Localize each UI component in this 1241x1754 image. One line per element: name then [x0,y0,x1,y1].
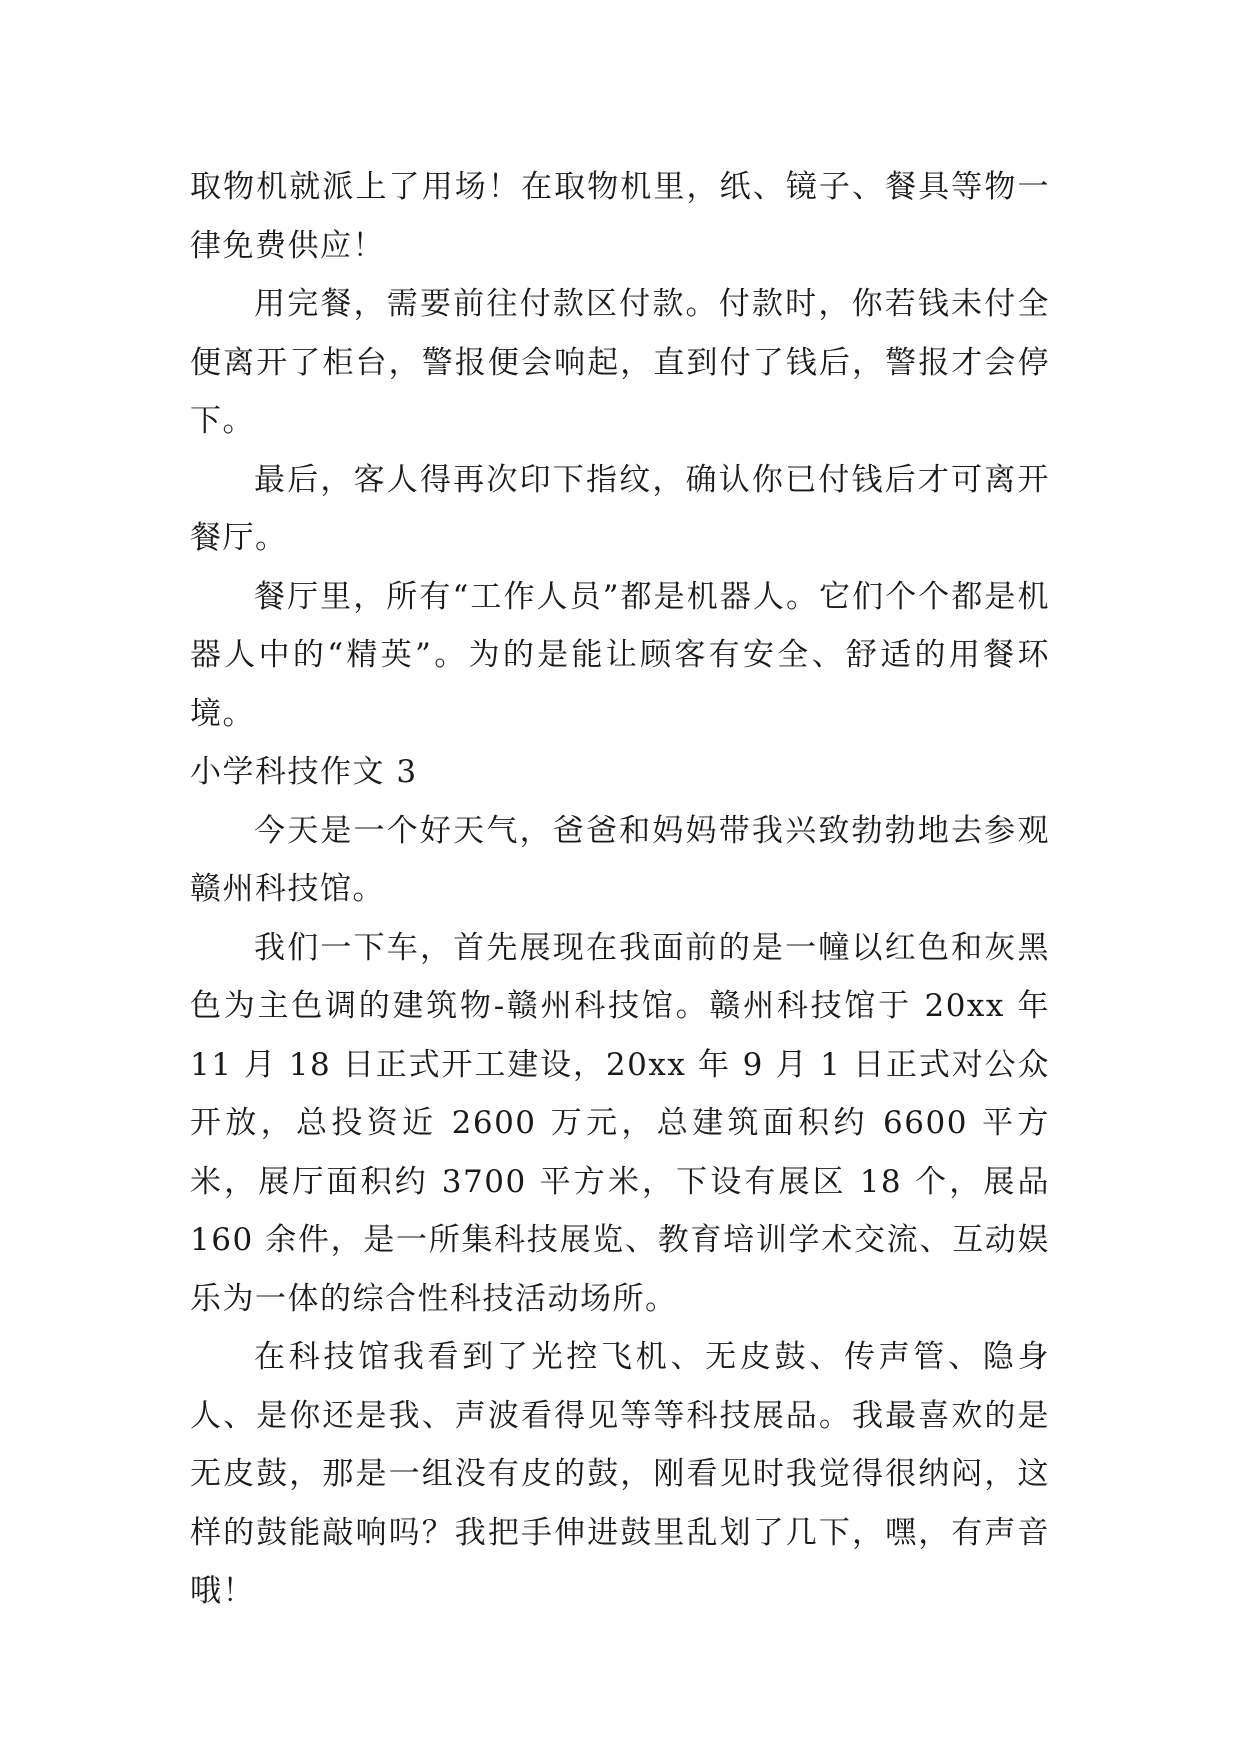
paragraph-continued: 取物机就派上了用场！在取物机里，纸、镜子、餐具等物一律免费供应！ [190,169,1050,264]
paragraph-museum-info: 我们一下车，首先展现在我面前的是一幢以红色和灰黑色为主色调的建筑物-赣州科技馆。赣州科技馆于 20xx 年 11 月 18 日正式开工建设，20xx 年 9 月 1 日正式对公众开放，总投资近 2600 万元，总建筑面积约 6600 平方米，展厅面积约 3700 平方米，下设有展区 18 个，展品 160 余件，是一所集科技展览、教育培训学术交流、互动娱乐为一体的综合性科技活动场所。 [190,929,1050,1317]
paragraph-weather: 今天是一个好天气，爸爸和妈妈带我兴致勃勃地去参观赣州科技馆。 [190,812,1050,907]
paragraph-robots: 餐厅里，所有“工作人员”都是机器人。它们个个都是机器人中的“精英”。为的是能让顾客有安全、舒适的用餐环境。 [190,578,1050,732]
document-body [190,158,1050,1621]
paragraph-exhibits: 在科技馆我看到了光控飞机、无皮鼓、传声管、隐身人、是你还是我、声波看得见等等科技展品。我最喜欢的是无皮鼓，那是一组没有皮的鼓，刚看见时我觉得很纳闷，这样的鼓能敲响吗？我把手伸进鼓里乱划了几下，嘿，有声音哦！ [190,1339,1050,1609]
paragraph-fingerprint: 最后，客人得再次印下指纹，确认你已付钱后才可离开餐厅。 [190,461,1050,556]
paragraph-payment: 用完餐，需要前往付款区付款。付款时，你若钱未付全便离开了柜台，警报便会响起，直到付了钱后，警报才会停下。 [190,286,1050,439]
section-heading: 小学科技作文 3 [190,754,418,790]
